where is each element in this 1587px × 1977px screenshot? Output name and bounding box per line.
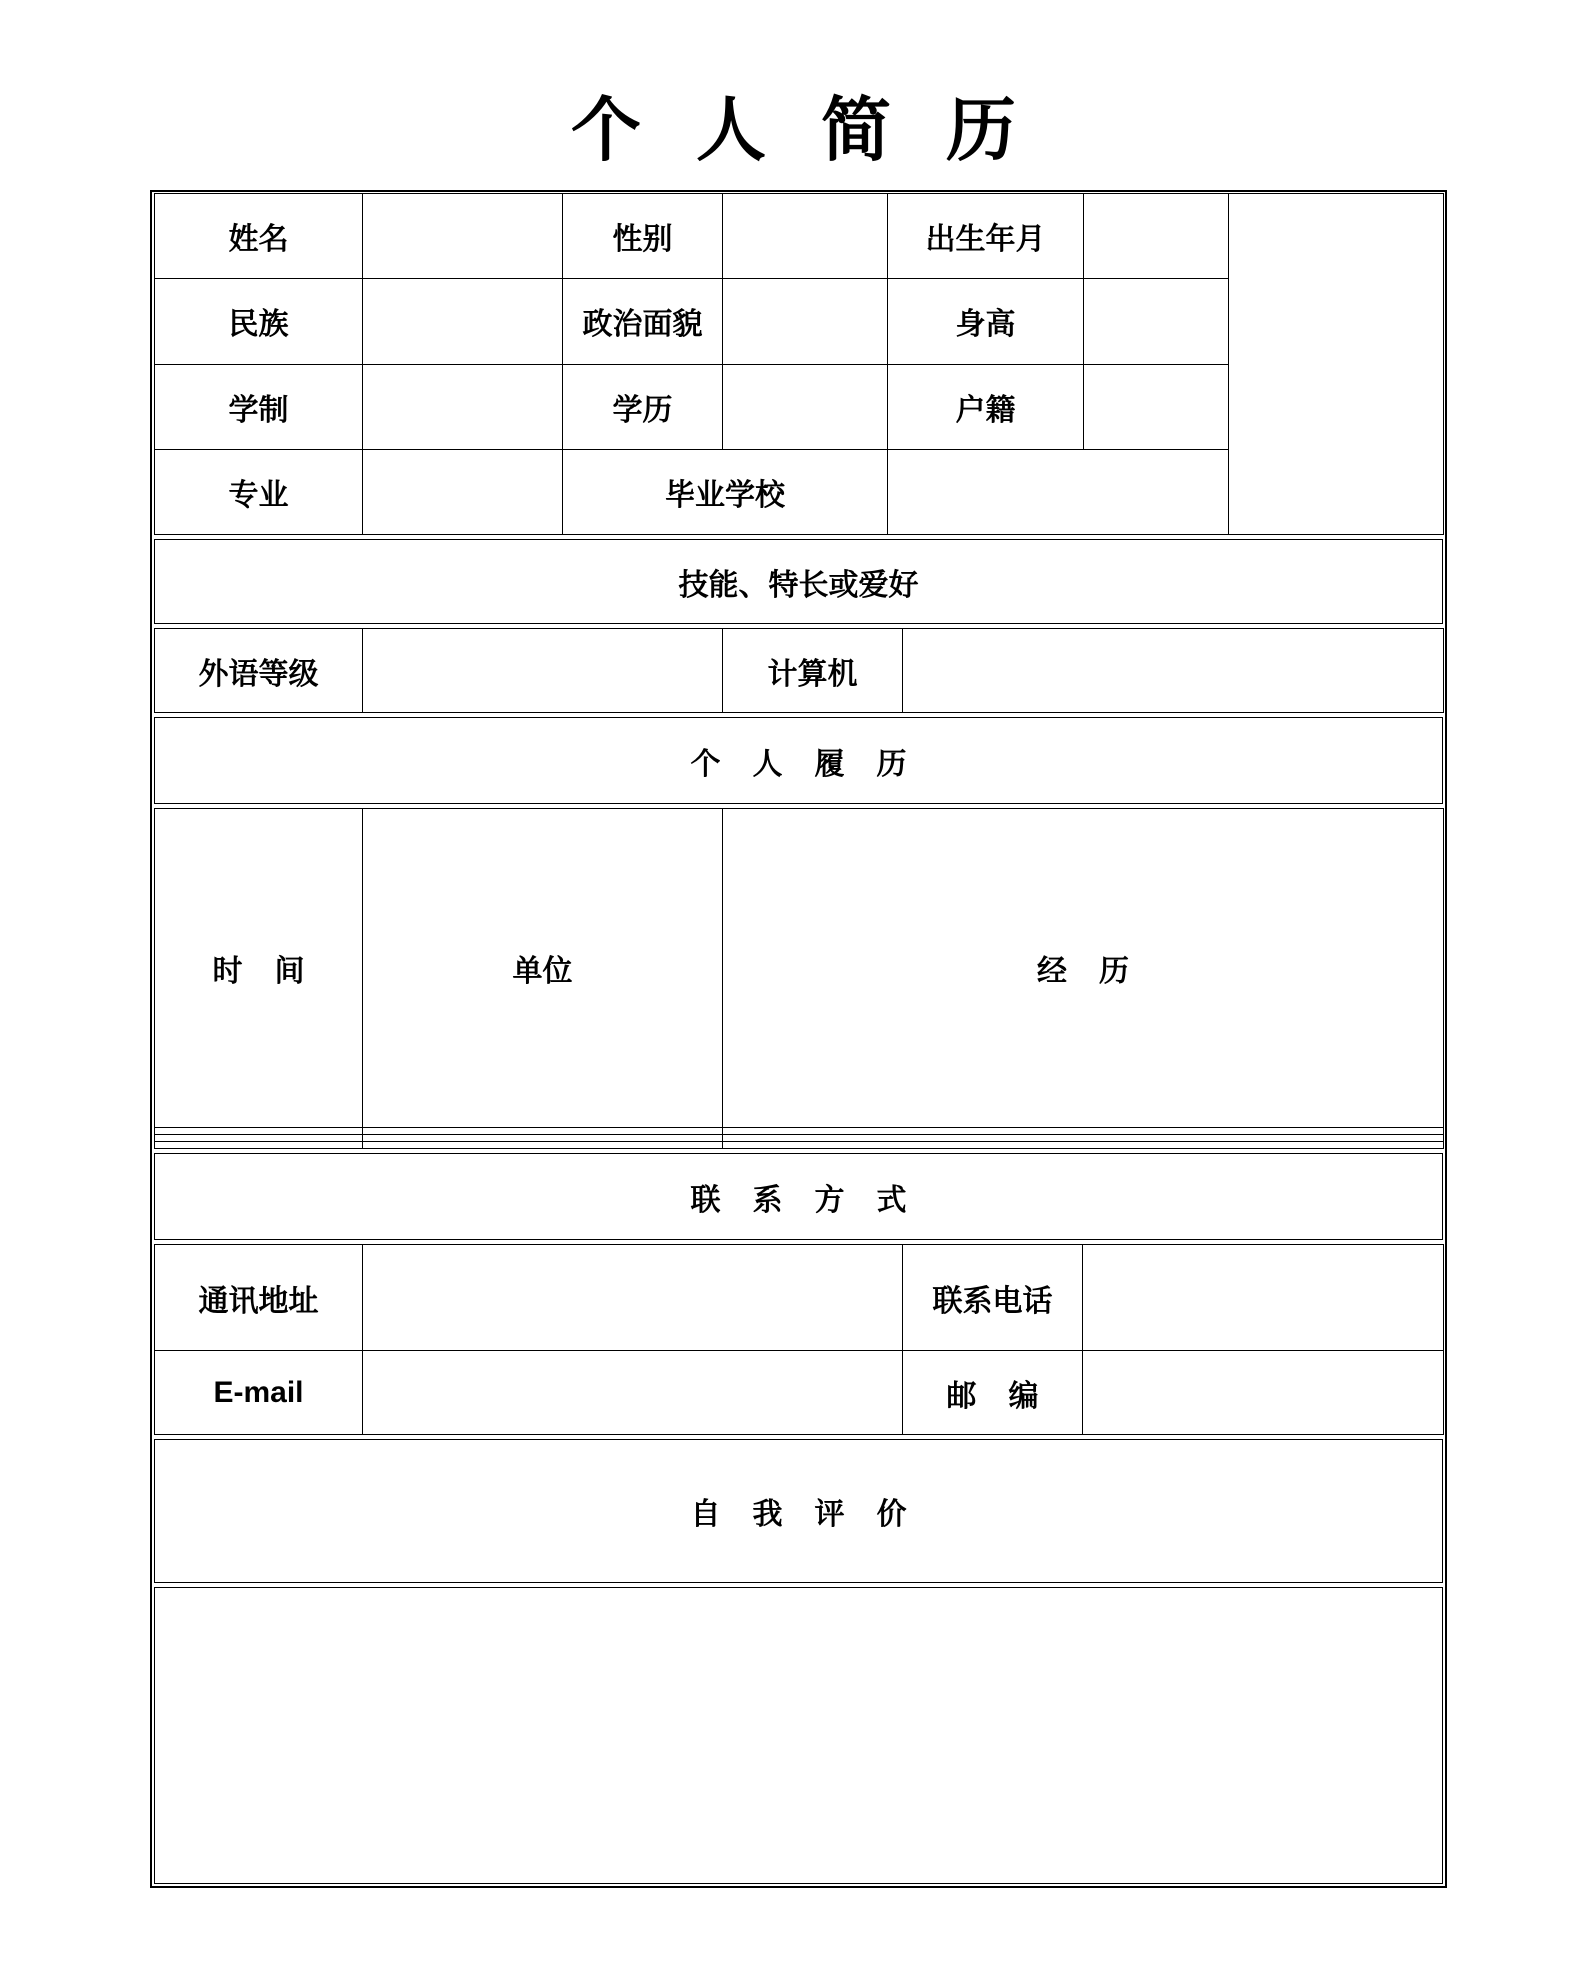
time-cell[interactable] [155, 1134, 363, 1141]
gender-label: 性别 [563, 194, 723, 279]
self-eval-heading-table [154, 1439, 1443, 1583]
experience-cell[interactable] [723, 1134, 1444, 1141]
contact-table [154, 1244, 1444, 1435]
contact-heading: 联系方式 [155, 1154, 1443, 1240]
experience-cell[interactable] [723, 1127, 1444, 1134]
schooling-field[interactable] [363, 364, 563, 449]
history-heading-table [154, 717, 1443, 804]
time-cell[interactable] [155, 1127, 363, 1134]
unit-cell[interactable] [363, 1134, 723, 1141]
time-cell[interactable] [155, 1141, 363, 1148]
height-field[interactable] [1084, 279, 1229, 364]
phone-field[interactable] [1083, 1245, 1444, 1351]
experience-cell[interactable] [723, 1141, 1444, 1148]
history-heading: 个人履历 [155, 718, 1443, 804]
page-title: 个人简历 [571, 89, 1071, 171]
political-field[interactable] [723, 279, 888, 364]
self-eval-field[interactable] [155, 1588, 1443, 1884]
history-table [154, 808, 1444, 1149]
unit-header: 单位 [363, 809, 723, 1128]
self-eval-table [154, 1587, 1443, 1884]
computer-label: 计算机 [723, 629, 903, 713]
computer-field[interactable] [903, 629, 1444, 713]
language-field[interactable] [363, 629, 723, 713]
time-header: 时间 [155, 809, 363, 1128]
skills-table [154, 628, 1444, 713]
table-row [155, 1134, 1444, 1141]
height-label: 身高 [888, 279, 1084, 364]
photo-box[interactable] [1229, 194, 1444, 535]
skills-heading-table [154, 539, 1443, 624]
political-label: 政治面貌 [563, 279, 723, 364]
name-field[interactable] [363, 194, 563, 279]
table-row [155, 1141, 1444, 1148]
experience-header: 经历 [723, 809, 1444, 1128]
basic-info-table [154, 193, 1444, 535]
phone-label: 联系电话 [903, 1245, 1083, 1351]
schooling-label: 学制 [155, 364, 363, 449]
table-row [155, 1127, 1444, 1134]
school-field[interactable] [888, 449, 1229, 534]
unit-cell[interactable] [363, 1127, 723, 1134]
postcode-field[interactable] [1083, 1351, 1444, 1435]
hukou-field[interactable] [1084, 364, 1229, 449]
email-field[interactable] [363, 1351, 903, 1435]
birth-label: 出生年月 [888, 194, 1084, 279]
hukou-label: 户籍 [888, 364, 1084, 449]
email-label: E-mail [155, 1351, 363, 1435]
address-label: 通讯地址 [155, 1245, 363, 1351]
self-eval-heading: 自我评价 [155, 1440, 1443, 1583]
ethnicity-field[interactable] [363, 279, 563, 364]
birth-field[interactable] [1084, 194, 1229, 279]
contact-heading-table [154, 1153, 1443, 1240]
skills-heading: 技能、特长或爱好 [155, 540, 1443, 624]
education-label: 学历 [563, 364, 723, 449]
address-field[interactable] [363, 1245, 903, 1351]
gender-field[interactable] [723, 194, 888, 279]
major-label: 专业 [155, 449, 363, 534]
ethnicity-label: 民族 [155, 279, 363, 364]
unit-cell[interactable] [363, 1141, 723, 1148]
language-label: 外语等级 [155, 629, 363, 713]
name-label: 姓名 [155, 194, 363, 279]
education-field[interactable] [723, 364, 888, 449]
school-label: 毕业学校 [563, 449, 888, 534]
major-field[interactable] [363, 449, 563, 534]
postcode-label: 邮编 [903, 1351, 1083, 1435]
